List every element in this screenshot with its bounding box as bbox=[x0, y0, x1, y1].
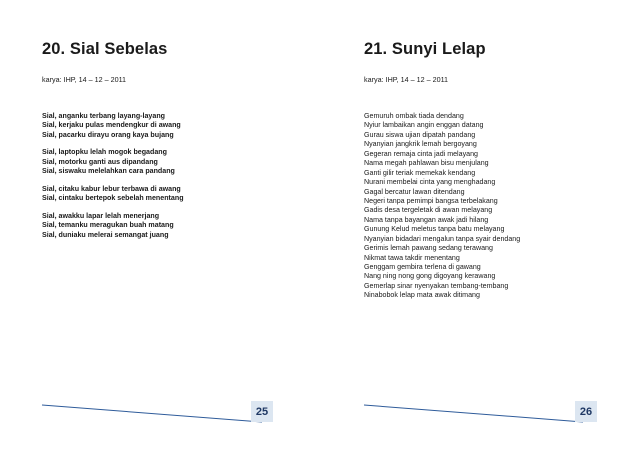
stanza-gap bbox=[42, 177, 184, 185]
poem-line: Gunung Kelud meletus tanpa batu melayang bbox=[364, 225, 505, 234]
poem-line: Sial, motorku ganti aus dipandang bbox=[42, 157, 158, 166]
poem-line: Gemuruh ombak tiada dendang bbox=[364, 112, 464, 120]
poem-line: Sial, laptopku lelah mogok begadang bbox=[42, 148, 167, 157]
poem-line: Sial, siswaku melelahkan cara pandang bbox=[42, 167, 175, 176]
poem-title: 20. Sial Sebelas bbox=[42, 40, 168, 58]
poem-line: Ninabobok lelap mata awak ditimang bbox=[364, 291, 480, 300]
poem-line: Nyanyian bidadari mengalun tanpa syair dendang bbox=[364, 234, 521, 243]
poem-line: Sial, pacarku dirayu orang kaya bujang bbox=[42, 130, 174, 139]
stanza-gap bbox=[42, 204, 184, 212]
poem-line: Nyanyian jangkrik lemah bergoyang bbox=[364, 140, 477, 149]
poem-line: Nama megah pahlawan bisu menjulang bbox=[364, 159, 489, 168]
poem-line: Gegeran remaja cinta jadi melayang bbox=[364, 149, 478, 158]
poem-line: Sial, anganku terbang layang-layang bbox=[42, 112, 165, 120]
poem-line: Sial, kerjaku pulas mendengkur di awang bbox=[42, 121, 181, 130]
poem-line: Sial, temanku meragukan buah matang bbox=[42, 221, 174, 230]
stanza-gap bbox=[42, 140, 184, 148]
poem-line: Negeri tanpa pemimpi bangsa terbelakang bbox=[364, 196, 498, 205]
poem-line: Nikmat tawa takdir menentang bbox=[364, 253, 460, 262]
poem-line: Sial, citaku kabur lebur terbawa di awang bbox=[42, 184, 181, 193]
poem-author: karya: IHP, 14 – 12 – 2011 bbox=[42, 75, 127, 84]
page-number: 25 bbox=[251, 401, 273, 422]
poem-line: Genggam gembira terlena di gawang bbox=[364, 263, 481, 271]
poem-title: 21. Sunyi Lelap bbox=[364, 40, 486, 58]
poem-line: Gagal bercatur lawan ditendang bbox=[364, 187, 465, 196]
poem-line: Sial, cintaku bertepok sebelah menentang bbox=[42, 194, 184, 203]
poem-body bbox=[42, 112, 184, 240]
poem-line: Gadis desa tergeletak di awan melayang bbox=[364, 206, 493, 215]
poem-line: Nyiur lambaikan angin enggan datang bbox=[364, 121, 484, 130]
poem-line: Nang ning nong gong digoyang kerawang bbox=[364, 272, 496, 281]
poem-line: Ganti gilir teriak memekak kendang bbox=[364, 168, 476, 177]
poem-line: Sial, awakku lapar lelah menerjang bbox=[42, 211, 160, 220]
poem-line: Nurani membelai cinta yang menghadang bbox=[364, 178, 496, 187]
right-page bbox=[319, 0, 638, 451]
poem-line: Nama tanpa bayangan awak jadi hilang bbox=[364, 215, 489, 224]
poem-line: Gemerlap sinar nyenyakan tembang-tembang bbox=[364, 281, 509, 290]
poem-body bbox=[364, 112, 520, 301]
poem-line: Sial, duniaku melerai semangat juang bbox=[42, 230, 169, 239]
poem-line: Gurau siswa ujian dipatah pandang bbox=[364, 130, 476, 139]
poem-author: karya: IHP, 14 – 12 – 2011 bbox=[364, 75, 449, 84]
page-number: 26 bbox=[575, 401, 597, 422]
poem-line: Gerimis lemah pawang sedang terawang bbox=[364, 244, 493, 253]
